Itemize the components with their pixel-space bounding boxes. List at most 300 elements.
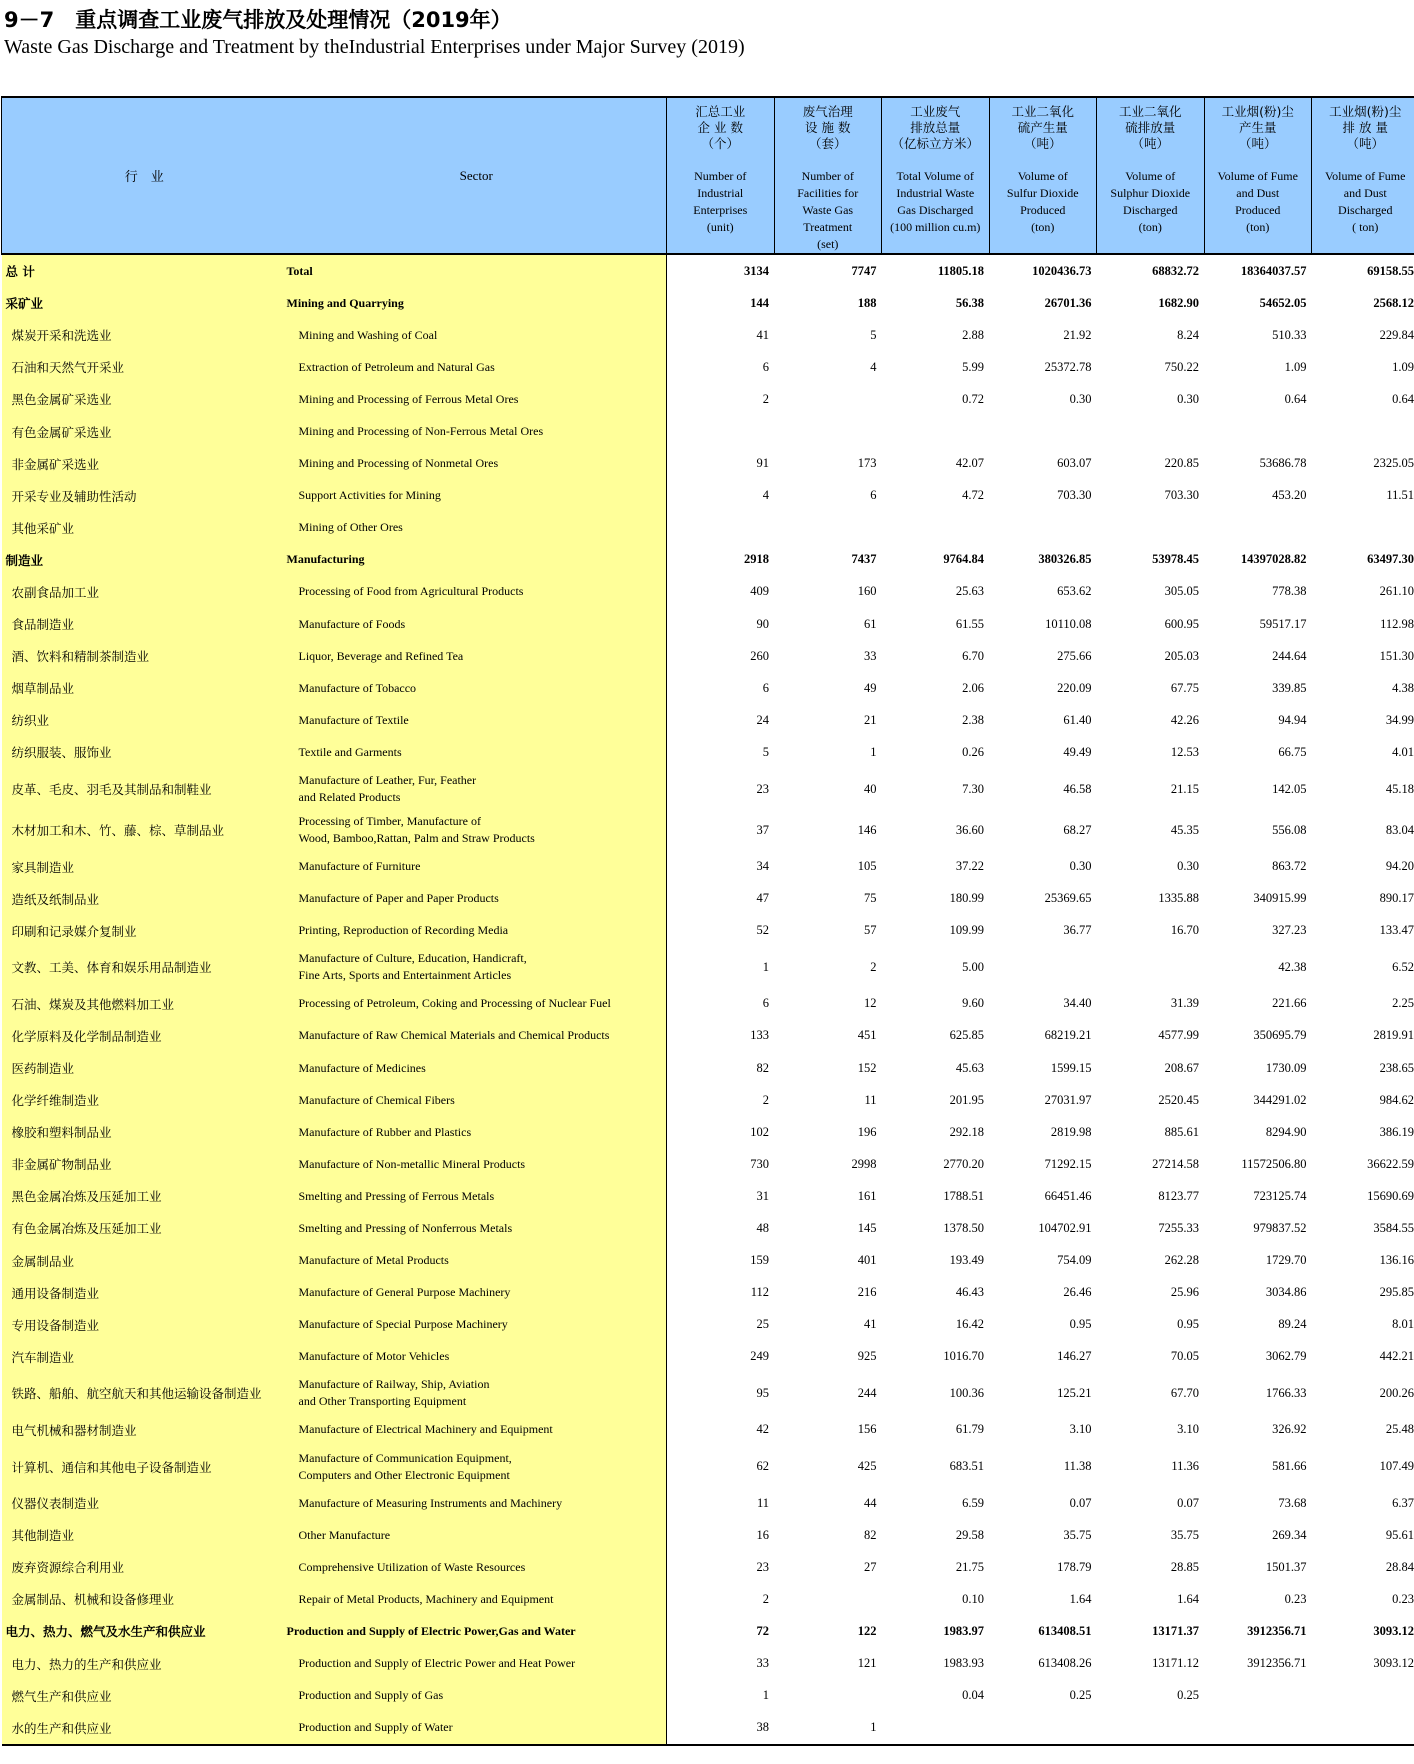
sector-name-cn: 专用设备制造业 bbox=[2, 1309, 287, 1341]
so2-discharged-cell: 305.05 bbox=[1164, 584, 1199, 599]
facilities-cell: 21 bbox=[864, 712, 877, 727]
waste-gas-volume-cell: 16.42 bbox=[955, 1317, 984, 1332]
facilities-cell: 12 bbox=[864, 996, 877, 1011]
table-row bbox=[2, 480, 1414, 512]
waste-gas-volume-cell bbox=[882, 415, 990, 447]
waste-gas-volume-cell: 36.60 bbox=[955, 822, 984, 837]
facilities-cell: 105 bbox=[857, 859, 877, 874]
dust-produced-cell: 1766.33 bbox=[1265, 1385, 1307, 1400]
so2-produced-cell bbox=[989, 947, 1097, 988]
dust-discharged-cell: 69158.55 bbox=[1367, 263, 1414, 278]
waste-gas-volume-cell: 1983.93 bbox=[943, 1656, 984, 1671]
table-row bbox=[2, 672, 1414, 704]
dust-produced-cell: 54652.05 bbox=[1259, 295, 1307, 310]
facilities-cell: 7437 bbox=[851, 552, 877, 567]
so2-produced-cell: 71292.15 bbox=[1044, 1156, 1092, 1171]
table-row bbox=[2, 769, 1414, 810]
facilities-cell: 121 bbox=[857, 1656, 877, 1671]
enterprises-cell: 23 bbox=[756, 781, 769, 796]
dust-produced-cell: 94.94 bbox=[1278, 712, 1307, 727]
sector-name-en: Manufacture of Motor Vehicles bbox=[287, 1341, 667, 1373]
sector-name-en: Mining and Washing of Coal bbox=[287, 319, 667, 351]
waste-gas-volume-cell: 21.75 bbox=[955, 1559, 984, 1574]
table-row bbox=[2, 1052, 1414, 1084]
facilities-cell bbox=[774, 383, 882, 415]
header-dust-discharged-en: Volume of Fume and Dust Discharged ( ton) bbox=[1325, 169, 1406, 234]
facilities-cell: 2998 bbox=[851, 1156, 877, 1171]
dust-produced-cell bbox=[1204, 415, 1312, 447]
table-row bbox=[2, 1245, 1414, 1277]
so2-produced-cell: 0.07 bbox=[1069, 1495, 1092, 1510]
so2-produced-cell: 25369.65 bbox=[1044, 891, 1092, 906]
table-row bbox=[2, 287, 1414, 319]
enterprises-cell: 1 bbox=[762, 1688, 769, 1703]
sector-name-cn: 其他制造业 bbox=[2, 1519, 287, 1551]
facilities-cell: 44 bbox=[864, 1495, 877, 1510]
sector-name-cn: 电气机械和器材制造业 bbox=[2, 1414, 287, 1446]
dust-discharged-cell bbox=[1312, 1712, 1414, 1745]
dust-produced-cell: 3912356.71 bbox=[1247, 1656, 1307, 1671]
facilities-cell: 122 bbox=[857, 1623, 877, 1638]
waste-gas-volume-cell: 45.63 bbox=[955, 1060, 984, 1075]
so2-discharged-cell: 205.03 bbox=[1164, 648, 1199, 663]
dust-discharged-cell: 2819.91 bbox=[1373, 1028, 1414, 1043]
facilities-cell: 33 bbox=[864, 648, 877, 663]
table-row bbox=[2, 1414, 1414, 1446]
facilities-cell: 156 bbox=[857, 1422, 877, 1437]
facilities-cell: 5 bbox=[870, 327, 877, 342]
waste-gas-volume-cell: 11805.18 bbox=[937, 263, 984, 278]
table-row bbox=[2, 947, 1414, 988]
sector-name-en: Liquor, Beverage and Refined Tea bbox=[287, 640, 667, 672]
dust-produced-cell: 1501.37 bbox=[1265, 1559, 1307, 1574]
facilities-cell bbox=[774, 415, 882, 447]
sector-name-en: Manufacture of Culture, Education, Handicraft, Fine Arts, Sports and Entertainment Articles bbox=[287, 947, 667, 988]
sector-name-en: Production and Supply of Electric Power and Heat Power bbox=[287, 1647, 667, 1679]
sector-name-cn: 木材加工和木、竹、藤、棕、草制品业 bbox=[2, 810, 287, 851]
sector-name-en: Manufacture of Measuring Instruments and Machinery bbox=[287, 1487, 667, 1519]
header-so2-produced-cn: 工业二氧化 硫产生量 （吨） bbox=[1011, 104, 1074, 151]
dust-produced-cell: 221.66 bbox=[1272, 996, 1307, 1011]
dust-produced-cell: 11572506.80 bbox=[1241, 1156, 1307, 1171]
dust-discharged-cell: 36622.59 bbox=[1367, 1156, 1414, 1171]
waste-gas-volume-cell: 1788.51 bbox=[943, 1188, 984, 1203]
enterprises-cell: 37 bbox=[756, 822, 769, 837]
waste-gas-volume-cell: 25.63 bbox=[955, 584, 984, 599]
sector-name-cn: 燃气生产和供应业 bbox=[2, 1680, 287, 1712]
sector-name-cn: 烟草制品业 bbox=[2, 672, 287, 704]
so2-produced-cell: 3.10 bbox=[1069, 1422, 1092, 1437]
so2-produced-cell: 104702.91 bbox=[1038, 1220, 1092, 1235]
dust-produced-cell: 142.05 bbox=[1272, 781, 1307, 796]
facilities-cell: 925 bbox=[857, 1349, 877, 1364]
sector-name-en: Mining and Quarrying bbox=[287, 287, 667, 319]
sector-name-en: Production and Supply of Electric Power,Gas and Water bbox=[287, 1615, 667, 1647]
table-title-english: Waste Gas Discharge and Treatment by theIndustrial Enterprises under Major Survey (2019) bbox=[4, 36, 745, 58]
so2-produced-cell: 613408.26 bbox=[1038, 1656, 1092, 1671]
dust-discharged-cell: 984.62 bbox=[1379, 1092, 1414, 1107]
dust-discharged-cell: 295.85 bbox=[1379, 1285, 1414, 1300]
enterprises-cell: 409 bbox=[750, 584, 769, 599]
sector-name-cn: 石油、煤炭及其他燃料加工业 bbox=[2, 988, 287, 1020]
table-row bbox=[2, 415, 1414, 447]
sector-name-en: Manufacture of Communication Equipment, Computers and Other Electronic Equipment bbox=[287, 1446, 667, 1487]
facilities-cell: 173 bbox=[857, 456, 877, 471]
header-waste-gas-volume bbox=[882, 97, 990, 254]
dust-produced-cell: 66.75 bbox=[1278, 744, 1307, 759]
dust-discharged-cell: 15690.69 bbox=[1367, 1188, 1414, 1203]
facilities-cell: 11 bbox=[864, 1092, 877, 1107]
table-row bbox=[2, 1341, 1414, 1373]
dust-produced-cell: 344291.02 bbox=[1253, 1092, 1307, 1107]
facilities-cell: 216 bbox=[857, 1285, 877, 1300]
so2-produced-cell: 0.30 bbox=[1069, 391, 1092, 406]
sector-name-en: Mining and Processing of Nonmetal Ores bbox=[287, 448, 667, 480]
dust-produced-cell: 723125.74 bbox=[1253, 1188, 1307, 1203]
enterprises-cell: 4 bbox=[762, 488, 769, 503]
dust-discharged-cell: 4.38 bbox=[1392, 680, 1414, 695]
sector-name-en: Manufacture of Special Purpose Machinery bbox=[287, 1309, 667, 1341]
header-sector-cn: 行 业 bbox=[2, 97, 287, 254]
dust-discharged-cell: 94.20 bbox=[1385, 859, 1414, 874]
dust-produced-cell: 863.72 bbox=[1272, 859, 1307, 874]
waste-gas-volume-cell: 7.30 bbox=[962, 781, 984, 796]
sector-name-en: Support Activities for Mining bbox=[287, 480, 667, 512]
so2-discharged-cell: 208.67 bbox=[1164, 1060, 1199, 1075]
so2-discharged-cell: 4577.99 bbox=[1158, 1028, 1199, 1043]
sector-name-cn: 石油和天然气开采业 bbox=[2, 351, 287, 383]
dust-discharged-cell: 386.19 bbox=[1379, 1124, 1414, 1139]
so2-produced-cell: 46.58 bbox=[1063, 781, 1092, 796]
facilities-cell: 41 bbox=[864, 1317, 877, 1332]
so2-discharged-cell: 3.10 bbox=[1177, 1422, 1199, 1437]
sector-name-cn: 采矿业 bbox=[2, 287, 287, 319]
waste-gas-volume-cell: 0.72 bbox=[962, 391, 984, 406]
dust-produced-cell bbox=[1204, 1680, 1312, 1712]
sector-name-cn: 酒、饮料和精制茶制造业 bbox=[2, 640, 287, 672]
sector-name-en: Manufacture of Raw Chemical Materials and Chemical Products bbox=[287, 1020, 667, 1052]
waste-gas-volume-cell bbox=[882, 1712, 990, 1745]
dust-produced-cell: 89.24 bbox=[1278, 1317, 1307, 1332]
facilities-cell: 6 bbox=[870, 488, 877, 503]
dust-discharged-cell: 95.61 bbox=[1385, 1527, 1414, 1542]
dust-discharged-cell: 45.18 bbox=[1385, 781, 1414, 796]
so2-discharged-cell: 703.30 bbox=[1164, 488, 1199, 503]
table-row bbox=[2, 640, 1414, 672]
enterprises-cell: 31 bbox=[756, 1188, 769, 1203]
waste-gas-volume-cell: 1378.50 bbox=[943, 1220, 984, 1235]
table-row bbox=[2, 1373, 1414, 1414]
sector-name-cn: 有色金属冶炼及压延加工业 bbox=[2, 1212, 287, 1244]
dust-produced-cell: 18364037.57 bbox=[1240, 263, 1307, 278]
sector-name-cn: 仪器仪表制造业 bbox=[2, 1487, 287, 1519]
so2-discharged-cell: 7255.33 bbox=[1158, 1220, 1199, 1235]
enterprises-cell: 2 bbox=[762, 1092, 769, 1107]
waste-gas-volume-cell: 56.38 bbox=[955, 295, 984, 310]
so2-discharged-cell: 31.39 bbox=[1170, 996, 1199, 1011]
header-facilities bbox=[774, 97, 882, 254]
enterprises-cell: 72 bbox=[756, 1623, 769, 1638]
facilities-cell: 188 bbox=[857, 295, 877, 310]
dust-discharged-cell bbox=[1312, 1680, 1414, 1712]
sector-name-en: Manufacture of Furniture bbox=[287, 851, 667, 883]
waste-gas-volume-cell: 37.22 bbox=[955, 859, 984, 874]
dust-discharged-cell: 3584.55 bbox=[1373, 1220, 1414, 1235]
table-row bbox=[2, 576, 1414, 608]
dust-produced-cell: 778.38 bbox=[1272, 584, 1307, 599]
table-row bbox=[2, 1615, 1414, 1647]
sector-name-cn: 造纸及纸制品业 bbox=[2, 883, 287, 915]
sector-name-cn: 纺织业 bbox=[2, 704, 287, 736]
table-row bbox=[2, 1084, 1414, 1116]
waste-gas-volume-cell: 100.36 bbox=[949, 1385, 984, 1400]
enterprises-cell: 11 bbox=[756, 1495, 769, 1510]
so2-produced-cell: 11.38 bbox=[1063, 1459, 1092, 1473]
header-so2-produced-en: Volume of Sulfur Dioxide Produced (ton) bbox=[1006, 169, 1079, 234]
enterprises-cell: 5 bbox=[762, 744, 769, 759]
so2-discharged-cell: 0.25 bbox=[1177, 1688, 1199, 1703]
so2-discharged-cell: 42.26 bbox=[1170, 712, 1199, 727]
so2-produced-cell: 68219.21 bbox=[1044, 1028, 1092, 1043]
dust-produced-cell: 581.66 bbox=[1272, 1459, 1307, 1473]
waste-gas-volume-cell: 180.99 bbox=[949, 891, 984, 906]
dust-discharged-cell: 63497.30 bbox=[1367, 552, 1414, 567]
table-row bbox=[2, 851, 1414, 883]
sector-name-en: Textile and Garments bbox=[287, 736, 667, 768]
so2-produced-cell: 26.46 bbox=[1063, 1285, 1092, 1300]
dust-discharged-cell: 261.10 bbox=[1379, 584, 1414, 599]
so2-produced-cell: 27031.97 bbox=[1044, 1092, 1092, 1107]
waste-gas-volume-cell: 2.06 bbox=[962, 680, 984, 695]
facilities-cell: 75 bbox=[864, 891, 877, 906]
dust-discharged-cell bbox=[1312, 512, 1414, 544]
waste-gas-volume-cell: 0.10 bbox=[962, 1591, 984, 1606]
sector-name-cn: 金属制品、机械和设备修理业 bbox=[2, 1583, 287, 1615]
waste-gas-volume-cell: 0.04 bbox=[962, 1688, 984, 1703]
dust-produced-cell bbox=[1204, 1712, 1312, 1745]
table-row bbox=[2, 1212, 1414, 1244]
enterprises-cell: 2 bbox=[762, 1591, 769, 1606]
sector-name-en: Production and Supply of Water bbox=[287, 1712, 667, 1745]
facilities-cell: 196 bbox=[857, 1124, 877, 1139]
dust-produced-cell: 3062.79 bbox=[1265, 1349, 1307, 1364]
enterprises-cell: 90 bbox=[756, 616, 769, 631]
so2-produced-cell: 10110.08 bbox=[1045, 616, 1092, 631]
dust-discharged-cell: 112.98 bbox=[1380, 616, 1414, 631]
sector-name-en: Extraction of Petroleum and Natural Gas bbox=[287, 351, 667, 383]
so2-discharged-cell: 35.75 bbox=[1170, 1527, 1199, 1542]
so2-produced-cell: 21.92 bbox=[1063, 327, 1092, 342]
sector-name-cn: 非金属矿物制品业 bbox=[2, 1148, 287, 1180]
facilities-cell: 4 bbox=[870, 359, 877, 374]
so2-produced-cell: 703.30 bbox=[1057, 488, 1092, 503]
sector-name-cn: 总 计 bbox=[2, 254, 287, 287]
sector-name-cn: 黑色金属冶炼及压延加工业 bbox=[2, 1180, 287, 1212]
so2-discharged-cell: 600.95 bbox=[1164, 616, 1199, 631]
so2-produced-cell: 61.40 bbox=[1063, 712, 1092, 727]
so2-produced-cell: 220.09 bbox=[1057, 680, 1092, 695]
sector-name-en: Manufacture of Foods bbox=[287, 608, 667, 640]
dust-discharged-cell: 1.09 bbox=[1392, 359, 1414, 374]
table-row bbox=[2, 1551, 1414, 1583]
sector-name-en: Manufacture of Medicines bbox=[287, 1052, 667, 1084]
waste-gas-volume-cell: 9764.84 bbox=[943, 552, 984, 567]
table-row bbox=[2, 1487, 1414, 1519]
so2-produced-cell: 1599.15 bbox=[1050, 1060, 1092, 1075]
sector-name-en: Smelting and Pressing of Ferrous Metals bbox=[287, 1180, 667, 1212]
facilities-cell: 1 bbox=[870, 744, 877, 759]
enterprises-cell: 62 bbox=[756, 1459, 769, 1473]
dust-produced-cell: 327.23 bbox=[1272, 923, 1307, 938]
enterprises-cell: 144 bbox=[750, 295, 769, 310]
waste-gas-volume-cell: 61.79 bbox=[955, 1422, 984, 1437]
dust-discharged-cell: 4.01 bbox=[1392, 744, 1414, 759]
sector-name-en: Processing of Food from Agricultural Products bbox=[287, 576, 667, 608]
enterprises-cell: 3134 bbox=[744, 263, 769, 278]
waste-gas-volume-cell: 1016.70 bbox=[943, 1349, 984, 1364]
sector-name-en: Manufacture of Tobacco bbox=[287, 672, 667, 704]
enterprises-cell: 34 bbox=[756, 859, 769, 874]
so2-produced-cell: 1.64 bbox=[1069, 1591, 1092, 1606]
dust-produced-cell: 14397028.82 bbox=[1240, 552, 1307, 567]
sector-name-cn: 废弃资源综合利用业 bbox=[2, 1551, 287, 1583]
sector-name-cn: 汽车制造业 bbox=[2, 1341, 287, 1373]
table-row bbox=[2, 1020, 1414, 1052]
sector-name-cn: 化学纤维制造业 bbox=[2, 1084, 287, 1116]
dust-discharged-cell: 2325.05 bbox=[1373, 456, 1414, 471]
dust-discharged-cell: 200.26 bbox=[1379, 1385, 1414, 1400]
sector-name-en: Production and Supply of Gas bbox=[287, 1680, 667, 1712]
dust-produced-cell: 1730.09 bbox=[1265, 1060, 1307, 1075]
so2-discharged-cell: 13171.37 bbox=[1152, 1623, 1199, 1638]
waste-gas-volume-cell: 5.00 bbox=[962, 959, 984, 974]
so2-discharged-cell bbox=[1097, 512, 1205, 544]
enterprises-cell: 6 bbox=[762, 680, 769, 695]
table-row bbox=[2, 1446, 1414, 1487]
sector-name-en: Mining and Processing of Non-Ferrous Metal Ores bbox=[287, 415, 667, 447]
sector-name-cn: 制造业 bbox=[2, 544, 287, 576]
dust-produced-cell: 53686.78 bbox=[1259, 456, 1307, 471]
dust-produced-cell: 0.64 bbox=[1284, 391, 1307, 406]
waste-gas-volume-cell: 0.26 bbox=[962, 744, 984, 759]
dust-produced-cell: 1729.70 bbox=[1265, 1253, 1307, 1268]
table-row bbox=[2, 1583, 1414, 1615]
dust-produced-cell: 339.85 bbox=[1272, 680, 1307, 695]
sector-name-cn: 医药制造业 bbox=[2, 1052, 287, 1084]
sector-name-en: Mining of Other Ores bbox=[287, 512, 667, 544]
sector-name-en: Total bbox=[287, 254, 667, 287]
so2-discharged-cell bbox=[1097, 1712, 1205, 1745]
so2-produced-cell: 0.95 bbox=[1069, 1317, 1092, 1332]
waste-gas-volume-cell: 625.85 bbox=[949, 1028, 984, 1043]
waste-gas-volume-cell: 61.55 bbox=[955, 616, 984, 631]
waste-gas-table bbox=[1, 96, 1414, 1746]
dust-discharged-cell: 3093.12 bbox=[1373, 1656, 1414, 1671]
enterprises-cell: 48 bbox=[756, 1220, 769, 1235]
enterprises-cell: 112 bbox=[750, 1285, 769, 1300]
header-waste-gas-volume-cn: 工业废气 排放总量 （亿标立方米） bbox=[891, 104, 979, 151]
dust-produced-cell: 3912356.71 bbox=[1247, 1623, 1307, 1638]
facilities-cell: 451 bbox=[857, 1028, 877, 1043]
waste-gas-volume-cell: 1983.97 bbox=[943, 1623, 984, 1638]
enterprises-cell: 42 bbox=[756, 1422, 769, 1437]
dust-discharged-cell: 229.84 bbox=[1379, 327, 1414, 342]
dust-produced-cell: 326.92 bbox=[1272, 1422, 1307, 1437]
dust-produced-cell: 350695.79 bbox=[1253, 1028, 1307, 1043]
sector-name-en: Manufacture of Paper and Paper Products bbox=[287, 883, 667, 915]
table-body bbox=[2, 254, 1414, 1745]
sector-name-en: Smelting and Pressing of Nonferrous Metals bbox=[287, 1212, 667, 1244]
dust-produced-cell: 0.23 bbox=[1284, 1591, 1307, 1606]
so2-discharged-cell: 1682.90 bbox=[1158, 295, 1199, 310]
so2-discharged-cell: 8123.77 bbox=[1158, 1188, 1199, 1203]
sector-name-en: Other Manufacture bbox=[287, 1519, 667, 1551]
so2-produced-cell bbox=[989, 512, 1097, 544]
sector-name-cn: 黑色金属矿采选业 bbox=[2, 383, 287, 415]
facilities-cell: 152 bbox=[857, 1060, 877, 1075]
enterprises-cell: 260 bbox=[750, 648, 769, 663]
sector-name-en: Printing, Reproduction of Recording Media bbox=[287, 915, 667, 947]
dust-produced-cell: 453.20 bbox=[1272, 488, 1307, 503]
waste-gas-volume-cell: 2770.20 bbox=[943, 1156, 984, 1171]
enterprises-cell: 38 bbox=[667, 1712, 775, 1745]
sector-name-cn: 其他采矿业 bbox=[2, 512, 287, 544]
so2-produced-cell: 613408.51 bbox=[1038, 1623, 1092, 1638]
sector-name-en: Manufacture of Textile bbox=[287, 704, 667, 736]
facilities-cell bbox=[774, 1680, 882, 1712]
table-row bbox=[2, 254, 1414, 287]
so2-produced-cell: 35.75 bbox=[1063, 1527, 1092, 1542]
so2-produced-cell: 26701.36 bbox=[1044, 295, 1092, 310]
table-title-chinese: 9－7 重点调查工业废气排放及处理情况（2019年） bbox=[4, 8, 512, 32]
dust-produced-cell: 244.64 bbox=[1272, 648, 1307, 663]
sector-name-en: Processing of Petroleum, Coking and Processing of Nuclear Fuel bbox=[287, 988, 667, 1020]
dust-produced-cell: 3034.86 bbox=[1265, 1285, 1307, 1300]
sector-name-cn: 铁路、船舶、航空航天和其他运输设备制造业 bbox=[2, 1373, 287, 1414]
table-row bbox=[2, 915, 1414, 947]
sector-name-cn: 纺织服装、服饰业 bbox=[2, 736, 287, 768]
so2-discharged-cell: 0.30 bbox=[1177, 391, 1199, 406]
waste-gas-volume-cell: 292.18 bbox=[949, 1124, 984, 1139]
sector-name-cn: 橡胶和塑料制品业 bbox=[2, 1116, 287, 1148]
facilities-cell: 244 bbox=[857, 1385, 877, 1400]
so2-discharged-cell: 12.53 bbox=[1170, 744, 1199, 759]
sector-name-cn: 文教、工美、体育和娱乐用品制造业 bbox=[2, 947, 287, 988]
so2-produced-cell: 380326.85 bbox=[1038, 552, 1092, 567]
table-row bbox=[2, 351, 1414, 383]
so2-discharged-cell: 28.85 bbox=[1170, 1559, 1199, 1574]
header-dust-discharged bbox=[1312, 97, 1414, 254]
enterprises-cell: 102 bbox=[750, 1124, 769, 1139]
so2-discharged-cell: 67.75 bbox=[1170, 680, 1199, 695]
so2-discharged-cell: 21.15 bbox=[1170, 781, 1199, 796]
header-so2-discharged bbox=[1097, 97, 1205, 254]
table-row bbox=[2, 1180, 1414, 1212]
facilities-cell: 7747 bbox=[851, 263, 877, 278]
table-row bbox=[2, 1116, 1414, 1148]
sector-name-en: Manufacture of Railway, Ship, Aviation and Other Transporting Equipment bbox=[287, 1373, 667, 1414]
enterprises-cell: 133 bbox=[750, 1028, 769, 1043]
dust-produced-cell: 1.09 bbox=[1284, 359, 1307, 374]
table-row bbox=[2, 988, 1414, 1020]
so2-discharged-cell: 2520.45 bbox=[1158, 1092, 1199, 1107]
table-row bbox=[2, 1647, 1414, 1679]
table-row bbox=[2, 319, 1414, 351]
sector-name-cn: 煤炭开采和洗选业 bbox=[2, 319, 287, 351]
enterprises-cell: 16 bbox=[756, 1527, 769, 1542]
so2-discharged-cell: 53978.45 bbox=[1152, 552, 1199, 567]
so2-produced-cell: 36.77 bbox=[1063, 923, 1092, 938]
